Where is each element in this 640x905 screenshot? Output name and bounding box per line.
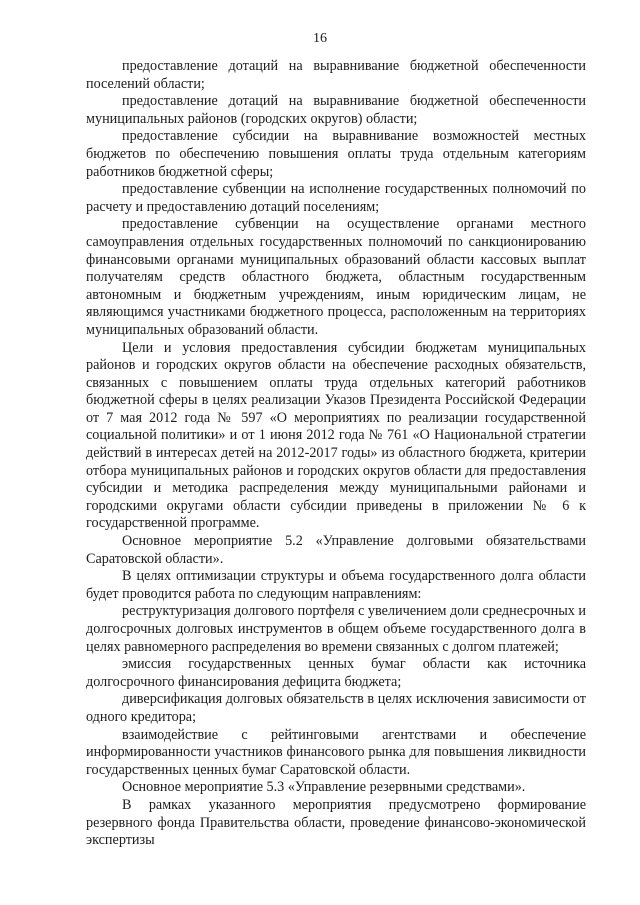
paragraph: взаимодействие с рейтинговыми агентствами и обеспечение информированности участников финансового рынка для повышения ликвидности государственных ценных бумаг Саратовской области. xyxy=(86,726,586,778)
page-number: 16 xyxy=(313,31,327,46)
paragraph: реструктуризация долгового портфеля с увеличением доли среднесрочных и долгосрочных долговых инструментов в общем объеме государственного долга в целях равномерного распределения во времени связанных с долгом платежей; xyxy=(86,603,586,655)
paragraph: Цели и условия предоставления субсидии бюджетам муниципальных районов и городских округов области на обеспечение расходных обязательств, связанных с повышением оплаты труда отдельных категорий работников бюджетной сферы в целях реализации Указов Президента Российской Федерации от 7 мая 2012 года № 597 «О мероприятиях по реализации государственной социальной политики» и от 1 июня 2012 года № 761 «О Национальной стратегии действий в интересах детей на 2012-2017 годы» из областного бюджета, критерии отбора муниципальных районов и городских округов области для предоставления субсидии и методика распределения между муниципальными районами и городскими округами области субсидии приведены в приложении № 6 к государственной программе. xyxy=(86,339,586,532)
document-body xyxy=(86,58,586,850)
paragraph: предоставление дотаций на выравнивание бюджетной обеспеченности поселений области; xyxy=(86,58,586,92)
paragraph: предоставление дотаций на выравнивание бюджетной обеспеченности муниципальных районов (городских округов) области; xyxy=(86,93,586,127)
paragraph: предоставление субвенции на осуществление органами местного самоуправления отдельных государственных полномочий по санкционированию финансовыми органами муниципальных образований области кассовых выплат получателям средств областного бюджета, областным государственным автономным и бюджетным учреждениям, иным юридическим лицам, не являющимся участниками бюджетного процесса, расположенным на территориях муниципальных образований области. xyxy=(86,216,586,338)
paragraph: Основное мероприятие 5.3 «Управление резервными средствами». xyxy=(122,779,526,796)
paragraph: эмиссия государственных ценных бумаг области как источника долгосрочного финансирования дефицита бюджета; xyxy=(86,656,586,690)
paragraph: В целях оптимизации структуры и объема государственного долга области будет проводится работа по следующим направлениям: xyxy=(86,568,586,602)
paragraph: Основное мероприятие 5.2 «Управление долговыми обязательствами Саратовской области». xyxy=(86,533,586,567)
paragraph: В рамках указанного мероприятия предусмотрено формирование резервного фонда Правительства области, проведение финансово-экономической экспертизы xyxy=(86,796,586,849)
paragraph: предоставление субвенции на исполнение государственных полномочий по расчету и предоставлению дотаций поселениям; xyxy=(86,181,586,215)
paragraph: предоставление субсидии на выравнивание возможностей местных бюджетов по обеспечению повышения оплаты труда отдельным категориям работников бюджетной сферы; xyxy=(86,128,586,180)
paragraph: диверсификация долговых обязательств в целях исключения зависимости от одного кредитора; xyxy=(86,691,586,725)
